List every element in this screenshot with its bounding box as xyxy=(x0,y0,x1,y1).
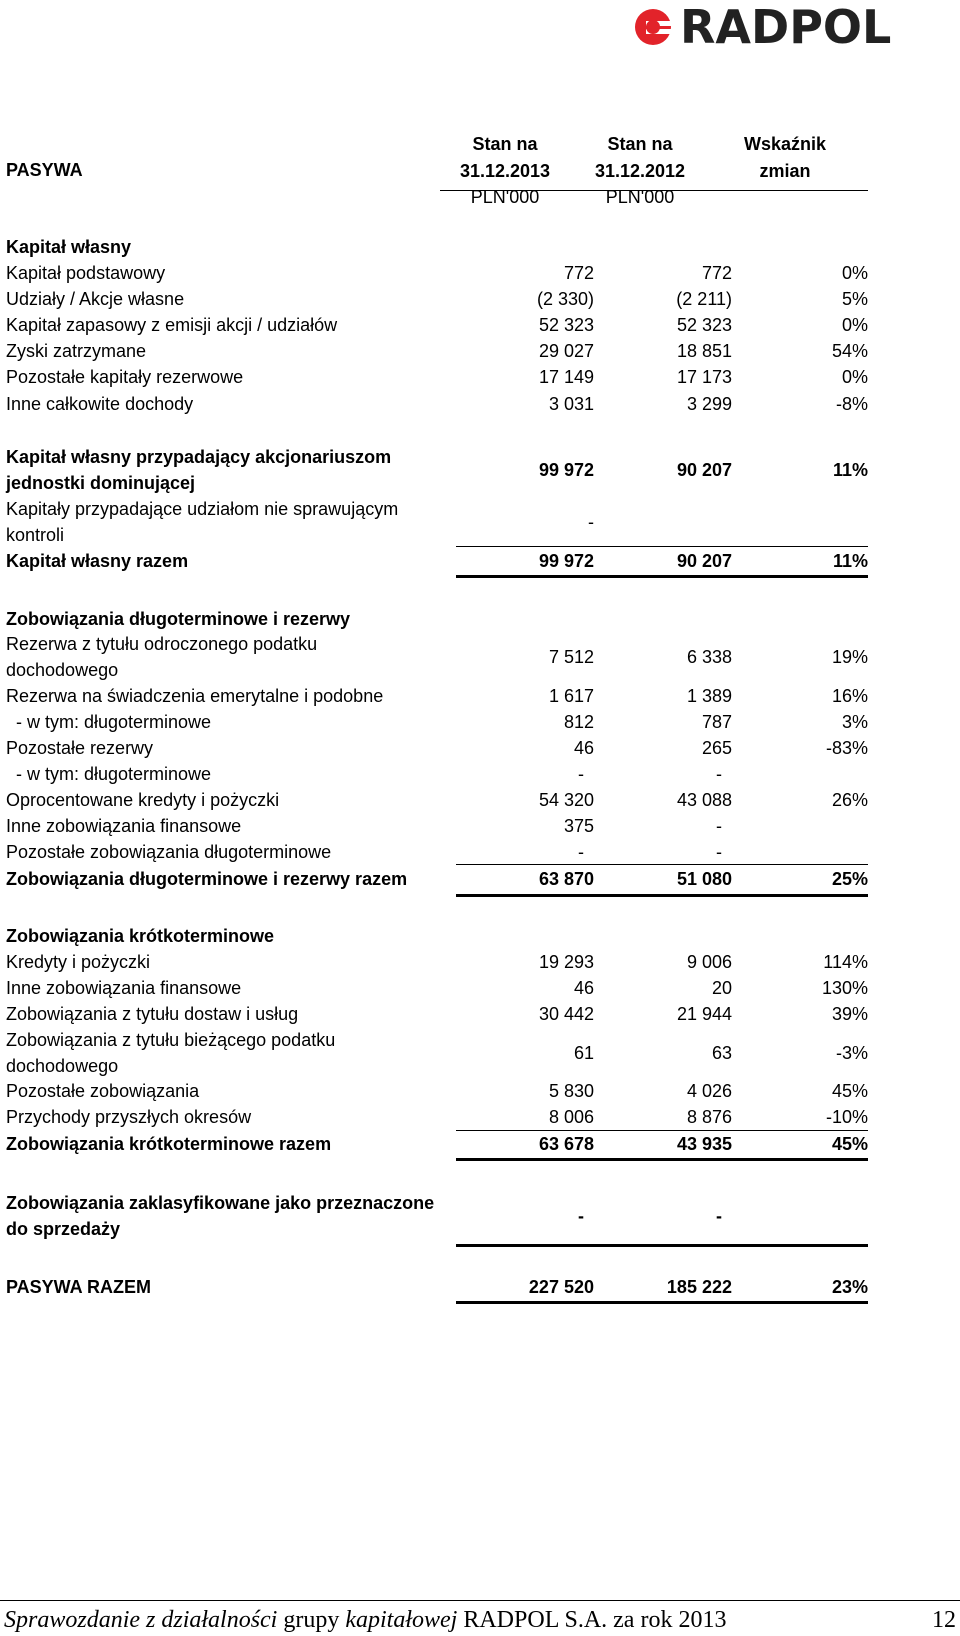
value-2012: 4 026 xyxy=(686,1081,732,1101)
value-2012: 90 207 xyxy=(676,460,732,480)
value-2013: - xyxy=(578,764,584,784)
col-2012-heading-line1: Stan na xyxy=(607,134,673,154)
change-percent: 45% xyxy=(831,1081,868,1101)
radpol-emblem-icon xyxy=(630,4,676,50)
col-change-heading-line2: zmian xyxy=(759,161,811,181)
subtotal-rule xyxy=(456,864,868,865)
value-2012: 51 080 xyxy=(676,869,732,889)
row-label-line2: do sprzedaży xyxy=(6,1219,121,1239)
value-2013: 19 293 xyxy=(538,952,594,972)
value-2013: - xyxy=(588,512,594,532)
value-2013: 5 830 xyxy=(548,1081,594,1101)
value-2012: 43 935 xyxy=(676,1134,732,1154)
value-2013: 52 323 xyxy=(538,315,594,335)
col-2013-heading xyxy=(440,131,570,185)
row-label: Inne zobowiązania finansowe xyxy=(6,978,242,998)
footer-divider xyxy=(0,1600,960,1601)
row-label: Zobowiązania z tytułu dostaw i usług xyxy=(6,1004,299,1024)
row-label-line1: Zobowiązania z tytułu bieżącego podatku xyxy=(6,1030,336,1050)
value-2012: 787 xyxy=(701,712,732,732)
row-label: Zobowiązania krótkoterminowe razem xyxy=(6,1134,332,1154)
change-percent: -3% xyxy=(835,1043,868,1063)
row-label-line2: dochodowego xyxy=(6,660,119,680)
col-2012-unit: PLN'000 xyxy=(605,187,675,207)
value-2013: 46 xyxy=(573,978,594,998)
value-2012: - xyxy=(716,816,722,836)
value-2013: - xyxy=(578,842,584,862)
subtotal-rule xyxy=(456,546,868,547)
row-label-line1: Kapitał własny przypadający akcjonariuszom xyxy=(6,447,392,467)
row-label xyxy=(6,1190,456,1242)
row-label-line2: jednostki dominującej xyxy=(6,473,196,493)
value-2013: 46 xyxy=(573,738,594,758)
row-label: - w tym: długoterminowe xyxy=(6,712,212,732)
change-percent: 26% xyxy=(831,790,868,810)
row-label: Kapitał własny xyxy=(6,237,132,257)
row-label-line2: dochodowego xyxy=(6,1056,119,1076)
value-2012: 185 222 xyxy=(666,1277,732,1297)
row-label: PASYWA RAZEM xyxy=(6,1277,152,1297)
change-percent: -10% xyxy=(825,1107,868,1127)
value-2012: 6 338 xyxy=(686,647,732,667)
row-label: Udziały / Akcje własne xyxy=(6,289,185,309)
value-2012: 772 xyxy=(701,263,732,283)
change-percent: 0% xyxy=(841,367,868,387)
row-label xyxy=(6,1027,456,1079)
logo-wordmark: RADPOL xyxy=(680,0,892,54)
row-label xyxy=(6,631,456,683)
change-percent: 45% xyxy=(831,1134,868,1154)
row-label: Zyski zatrzymane xyxy=(6,341,147,361)
section-label: PASYWA xyxy=(6,160,83,180)
row-label: Kapitał własny razem xyxy=(6,551,189,571)
value-2013: 54 320 xyxy=(538,790,594,810)
row-label: Inne całkowite dochody xyxy=(6,394,194,414)
value-2013: 63 870 xyxy=(538,869,594,889)
value-2012: 63 xyxy=(711,1043,732,1063)
value-2012: 43 088 xyxy=(676,790,732,810)
row-label xyxy=(6,444,456,496)
footer-text-part1: Sprawozdanie z działalności xyxy=(4,1607,278,1633)
row-label: Kredyty i pożyczki xyxy=(6,952,151,972)
value-2012: 17 173 xyxy=(676,367,732,387)
change-percent: 3% xyxy=(841,712,868,732)
value-2013: 99 972 xyxy=(538,460,594,480)
row-label: Przychody przyszłych okresów xyxy=(6,1107,252,1127)
total-rule xyxy=(456,1244,868,1247)
total-rule xyxy=(456,575,868,578)
change-percent: 0% xyxy=(841,263,868,283)
col-change-heading xyxy=(720,131,850,185)
footer-text-part4: RADPOL S.A. za rok 2013 xyxy=(457,1607,727,1633)
row-label: Pozostałe rezerwy xyxy=(6,738,154,758)
change-percent: 16% xyxy=(831,686,868,706)
total-rule xyxy=(456,894,868,897)
row-label: Zobowiązania krótkoterminowe xyxy=(6,926,275,946)
value-2012: 265 xyxy=(701,738,732,758)
value-2012: 20 xyxy=(711,978,732,998)
row-label: Zobowiązania długoterminowe i rezerwy xyxy=(6,609,351,629)
value-2013: 99 972 xyxy=(538,551,594,571)
value-2012: 18 851 xyxy=(676,341,732,361)
value-2013: 30 442 xyxy=(538,1004,594,1024)
change-percent: 23% xyxy=(831,1277,868,1297)
col-2012-heading xyxy=(575,131,705,185)
value-2013: 375 xyxy=(563,816,594,836)
value-2012: 8 876 xyxy=(686,1107,732,1127)
value-2013: - xyxy=(578,1206,584,1226)
row-label-line1: Rezerwa z tytułu odroczonego podatku xyxy=(6,634,318,654)
row-label: Rezerwa na świadczenia emerytalne i podobne xyxy=(6,686,384,706)
row-label: Pozostałe zobowiązania xyxy=(6,1081,200,1101)
change-percent: 11% xyxy=(832,551,868,571)
row-label: Zobowiązania długoterminowe i rezerwy razem xyxy=(6,869,408,889)
row-label xyxy=(6,496,456,548)
value-2012: - xyxy=(716,1206,722,1226)
col-2012-heading-line2: 31.12.2012 xyxy=(594,161,686,181)
value-2013: 8 006 xyxy=(548,1107,594,1127)
radpol-logo xyxy=(630,0,956,54)
row-label: Kapitał zapasowy z emisji akcji / udziałów xyxy=(6,315,338,335)
value-2013: 7 512 xyxy=(548,647,594,667)
row-label: - w tym: długoterminowe xyxy=(6,764,212,784)
page-number: 12 xyxy=(932,1607,956,1633)
value-2013: (2 330) xyxy=(536,289,594,309)
row-label-line1: Zobowiązania zaklasyfikowane jako przeznaczone xyxy=(6,1193,435,1213)
change-percent: 5% xyxy=(841,289,868,309)
change-percent: 0% xyxy=(841,315,868,335)
value-2013: 1 617 xyxy=(548,686,594,706)
value-2012: 9 006 xyxy=(686,952,732,972)
row-label: Pozostałe zobowiązania długoterminowe xyxy=(6,842,332,862)
value-2012: (2 211) xyxy=(676,289,732,309)
page-footer xyxy=(0,1604,960,1636)
col-2013-heading-line1: Stan na xyxy=(472,134,538,154)
total-rule xyxy=(456,1158,868,1161)
value-2013: 3 031 xyxy=(548,394,594,414)
row-label: Pozostałe kapitały rezerwowe xyxy=(6,367,244,387)
value-2013: 772 xyxy=(563,263,594,283)
value-2012: 90 207 xyxy=(676,551,732,571)
change-percent: 11% xyxy=(832,460,868,480)
row-label: Oprocentowane kredyty i pożyczki xyxy=(6,790,280,810)
value-2012: - xyxy=(716,764,722,784)
value-2012: 3 299 xyxy=(686,394,732,414)
value-2013: 63 678 xyxy=(538,1134,594,1154)
change-percent: 114% xyxy=(823,952,868,972)
value-2012: 21 944 xyxy=(676,1004,732,1024)
col-2013-heading-line2: 31.12.2013 xyxy=(459,161,551,181)
value-2013: 29 027 xyxy=(538,341,594,361)
footer-text-part2: grupy xyxy=(277,1607,346,1633)
value-2013: 227 520 xyxy=(528,1277,594,1297)
change-percent: 130% xyxy=(821,978,868,998)
value-2013: 61 xyxy=(573,1043,594,1063)
value-2012: 1 389 xyxy=(686,686,732,706)
row-label-line1: Kapitały przypadające udziałom nie sprawującym xyxy=(6,499,399,519)
value-2012: 52 323 xyxy=(676,315,732,335)
row-label: Inne zobowiązania finansowe xyxy=(6,816,242,836)
row-label-line2: kontroli xyxy=(6,525,65,545)
footer-text-part3: kapitałowej xyxy=(345,1607,458,1633)
value-2013: 17 149 xyxy=(538,367,594,387)
change-percent: 19% xyxy=(831,647,868,667)
value-2013: 812 xyxy=(563,712,594,732)
change-percent: 25% xyxy=(831,869,868,889)
footer-text xyxy=(4,1604,726,1636)
change-percent: -83% xyxy=(825,738,868,758)
change-percent: 39% xyxy=(831,1004,868,1024)
change-percent: -8% xyxy=(835,394,868,414)
change-percent: 54% xyxy=(831,341,868,361)
row-label: Kapitał podstawowy xyxy=(6,263,166,283)
total-rule xyxy=(456,1301,868,1304)
value-2012: - xyxy=(716,842,722,862)
col-change-heading-line1: Wskaźnik xyxy=(743,134,827,154)
col-2013-unit: PLN'000 xyxy=(470,187,540,207)
